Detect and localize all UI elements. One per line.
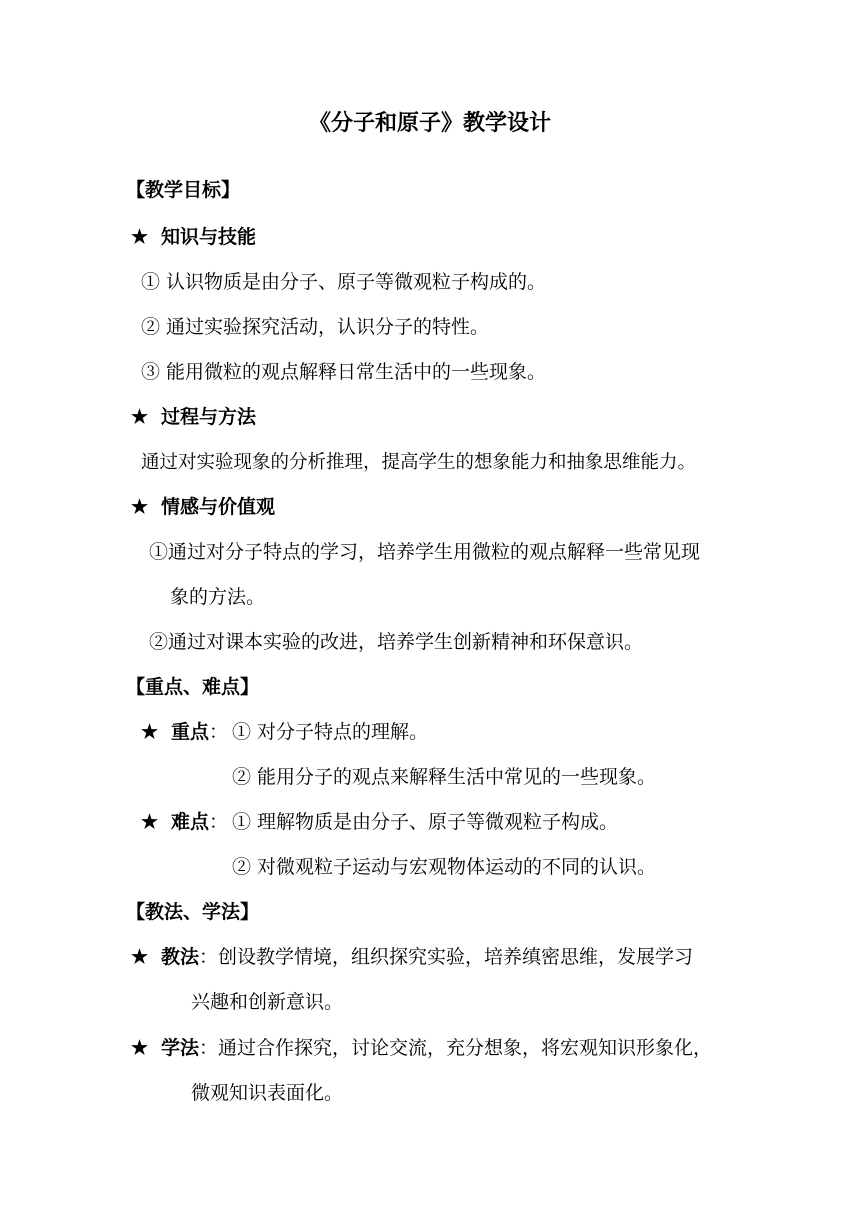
- key-point-row: [141, 719, 228, 745]
- subsection-knowledge: [131, 224, 256, 250]
- colon: ：: [199, 946, 219, 968]
- subsection-heading: 情感与价值观: [161, 496, 276, 518]
- colon: ：: [209, 721, 229, 743]
- paragraph: 通过对实验现象的分析推理，提高学生的想象能力和抽象思维能力。: [141, 452, 697, 473]
- list-item: ③ 能用微粒的观点解释日常生活中的一些现象。: [141, 361, 547, 383]
- subsection-heading: 过程与方法: [161, 406, 257, 428]
- star-icon: ★: [131, 946, 149, 968]
- star-icon: ★: [131, 226, 149, 248]
- section-heading-keypoints: 【重点、难点】: [126, 676, 260, 698]
- list-item: ① 对分子特点的理解。: [232, 721, 429, 743]
- list-item: ①通过对分子特点的学习，培养学生用微粒的观点解释一些常见现: [149, 541, 701, 563]
- list-item: ② 对微观粒子运动与宏观物体运动的不同的认识。: [232, 856, 657, 878]
- learn-text: 通过合作探究，讨论交流，充分想象，将宏观知识形象化，: [218, 1037, 713, 1059]
- difficult-label: 难点: [171, 811, 210, 833]
- document-title: 《分子和原子》教学设计: [308, 110, 551, 136]
- teach-label: 教法: [161, 946, 200, 968]
- star-icon: ★: [141, 811, 159, 833]
- colon: ：: [209, 811, 229, 833]
- key-label: 重点: [171, 721, 210, 743]
- section-heading-objectives: 【教学目标】: [126, 179, 241, 201]
- learn-label: 学法: [161, 1037, 200, 1059]
- list-item: ② 通过实验探究活动，认识分子的特性。: [141, 316, 490, 338]
- difficult-point-row: [141, 809, 228, 835]
- list-item-continuation: 象的方法。: [170, 586, 266, 608]
- learn-text-continuation: 微观知识表面化。: [191, 1082, 344, 1104]
- colon: ：: [199, 1037, 219, 1059]
- list-item: ① 认识物质是由分子、原子等微观粒子构成的。: [141, 271, 547, 293]
- teach-text: 创设教学情境，组织探究实验，培养缜密思维，发展学习: [218, 946, 694, 968]
- subsection-emotion: [131, 494, 275, 520]
- list-item: ②通过对课本实验的改进，培养学生创新精神和环保意识。: [149, 631, 644, 653]
- section-heading-methods: 【教法、学法】: [126, 901, 260, 923]
- star-icon: ★: [131, 1037, 149, 1059]
- star-icon: ★: [131, 496, 149, 518]
- subsection-process: [131, 404, 256, 430]
- star-icon: ★: [131, 406, 149, 428]
- star-icon: ★: [141, 721, 159, 743]
- list-item: ② 能用分子的观点来解释生活中常见的一些现象。: [232, 766, 657, 788]
- subsection-heading: 知识与技能: [161, 226, 257, 248]
- teach-text-continuation: 兴趣和创新意识。: [191, 991, 344, 1013]
- learning-method-row: [131, 1035, 712, 1061]
- teaching-method-row: [131, 944, 693, 970]
- list-item: ① 理解物质是由分子、原子等微观粒子构成。: [232, 811, 619, 833]
